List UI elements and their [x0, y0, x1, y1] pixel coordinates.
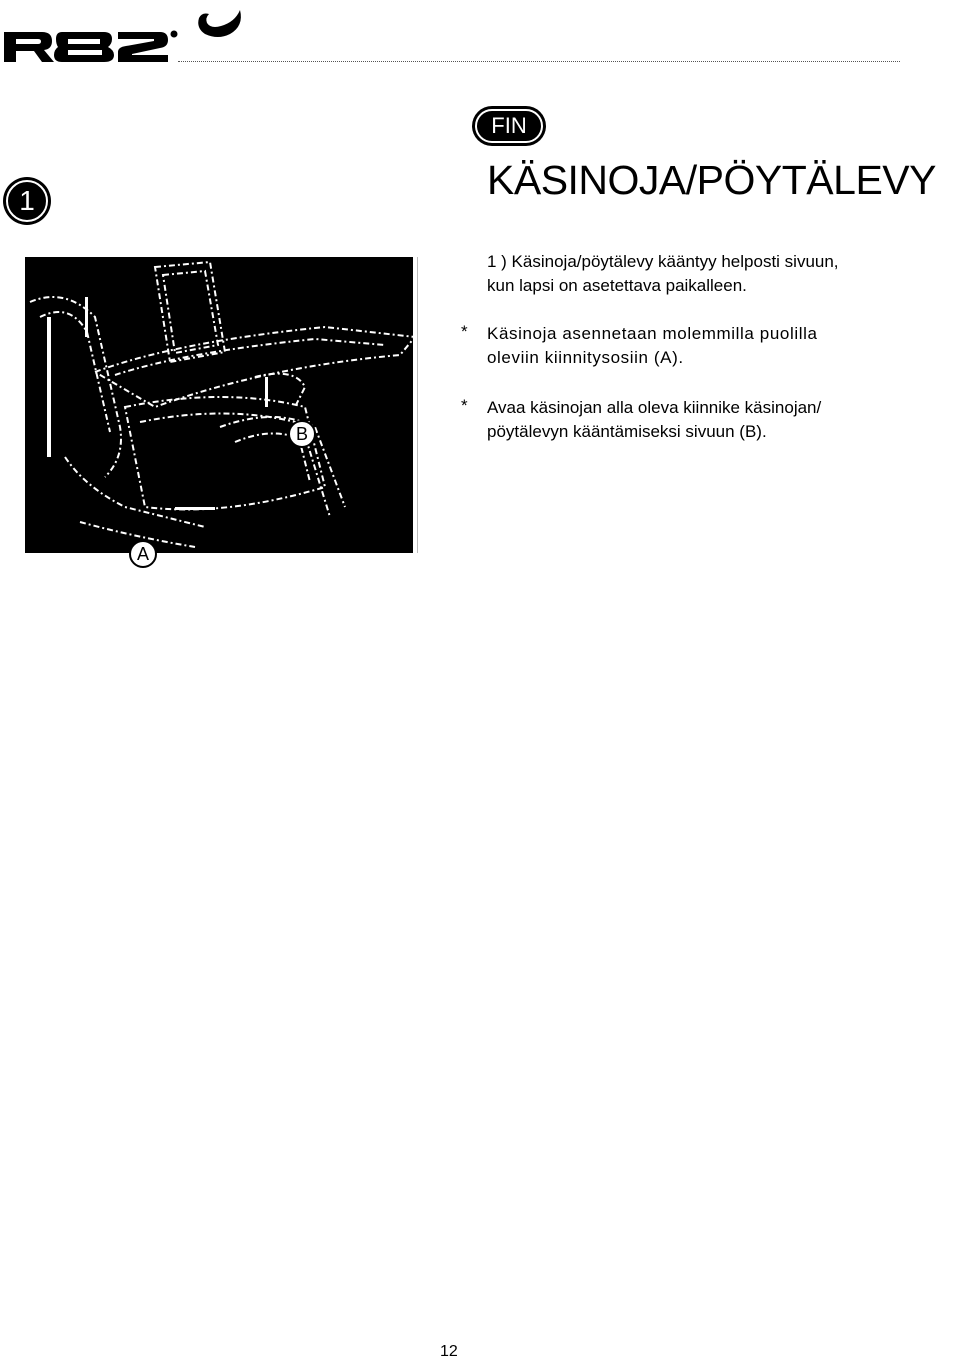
page-title: KÄSINOJA/PÖYTÄLEVY	[487, 157, 936, 203]
language-label: FIN	[475, 109, 543, 143]
header-dotted-rule	[178, 61, 900, 62]
paragraph-intro	[487, 250, 917, 298]
r82-logo	[0, 4, 250, 66]
chair-illustration	[25, 257, 413, 553]
paragraph-mounting-line-1: Käsinoja asennetaan molemmilla puolilla	[487, 324, 818, 343]
paragraph-release-line-1: Avaa käsinojan alla oleva kiinnike käsinojan/	[487, 398, 822, 417]
bullet-marker-2: *	[461, 396, 468, 415]
bullet-marker-1: *	[461, 322, 468, 341]
paragraph-release	[487, 396, 917, 444]
language-badge	[472, 106, 546, 146]
figure-divider	[417, 257, 418, 553]
section-number-badge	[3, 177, 51, 225]
paragraph-intro-line-2: kun lapsi on asetettava paikalleen.	[487, 276, 747, 295]
paragraph-mounting-line-2: oleviin kiinnitysosiin (A).	[487, 348, 684, 367]
paragraph-mounting	[487, 322, 917, 370]
section-number: 1	[6, 180, 48, 222]
r82-logo-mark	[0, 4, 250, 66]
page-number: 12	[440, 1343, 458, 1360]
callout-a: A	[129, 540, 157, 568]
paragraph-release-line-2: pöytälevyn kääntämiseksi sivuun (B).	[487, 422, 767, 441]
callout-b: B	[288, 420, 316, 448]
paragraph-intro-line-1: 1 ) Käsinoja/pöytälevy kääntyy helposti sivuun,	[487, 252, 839, 271]
chair-drawing	[25, 257, 413, 553]
